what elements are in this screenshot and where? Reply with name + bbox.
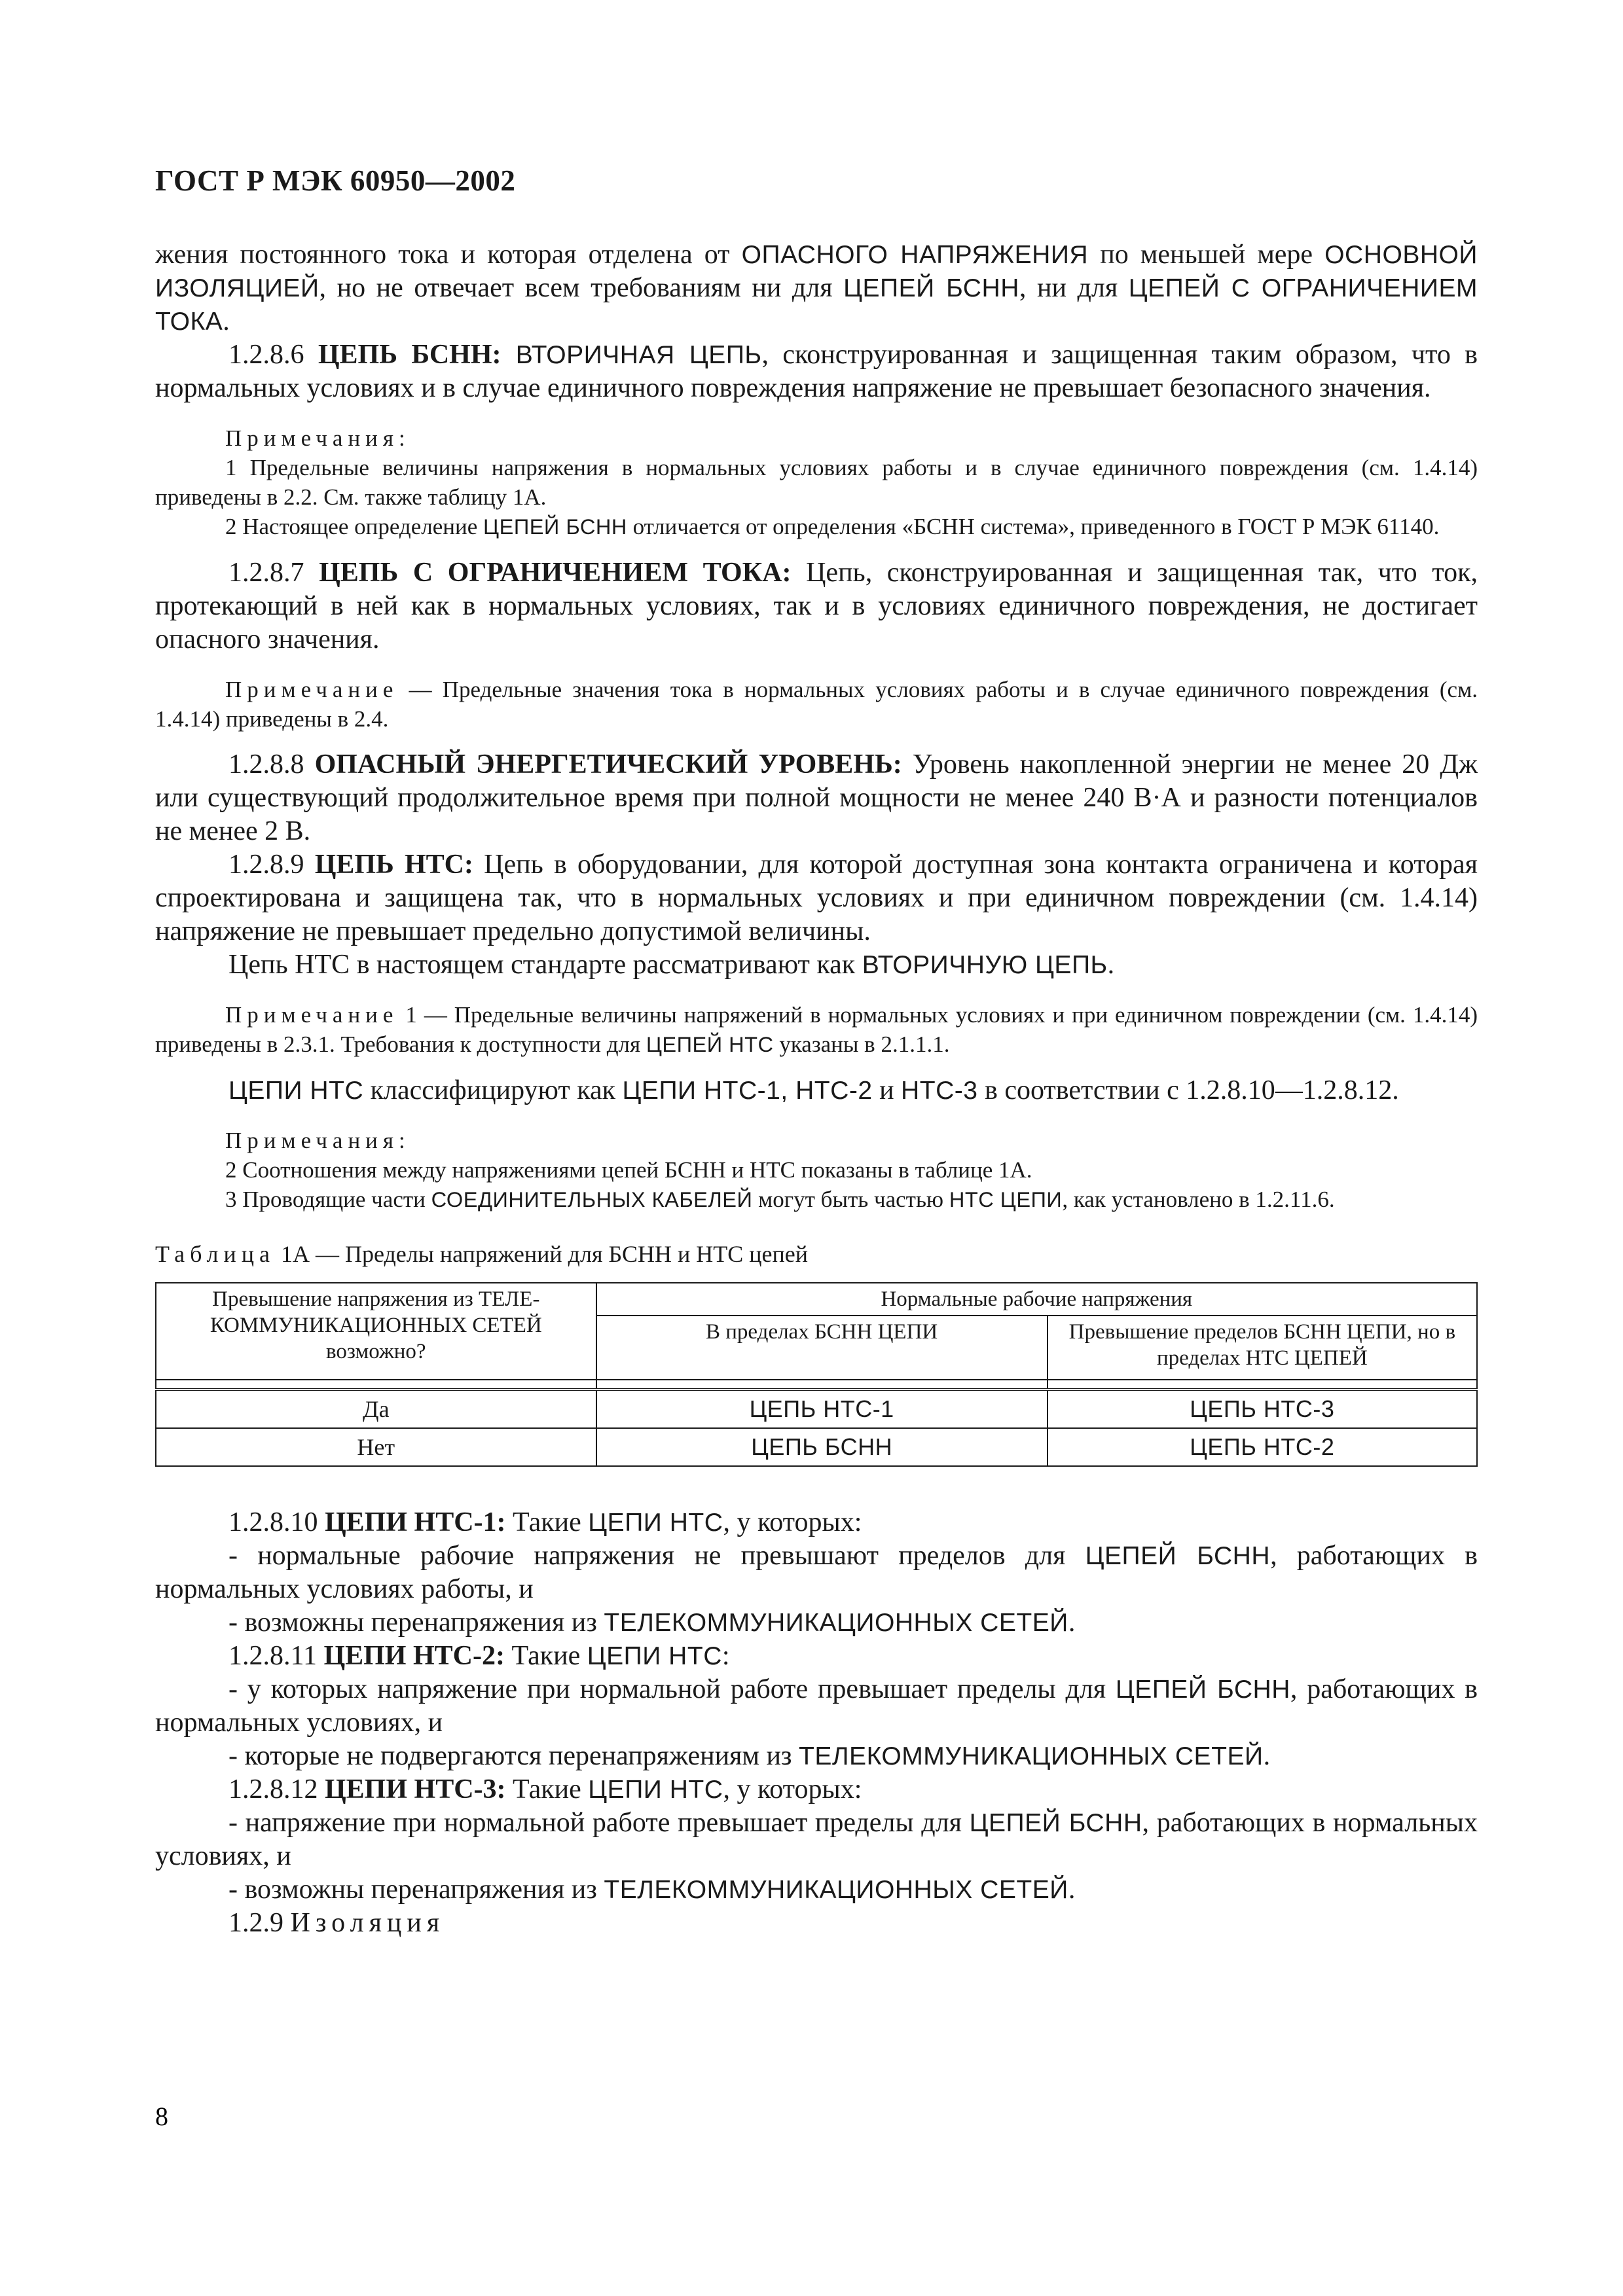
note-number: 1 [398,1002,417,1028]
list-item [155,1539,1478,1606]
notes-label: Примечания: [225,425,410,451]
clause-number: 1.2.8.9 [228,850,315,880]
table-cell: Нет [156,1428,596,1466]
term: ЦЕПЕЙ БСНН [1085,1542,1271,1570]
text: Уровень накопленной энергии не менее 20 Дж или существующий продолжительное время при полной мощности не менее 240 В·А и разности потенциалов не менее 2 В. [155,749,1478,846]
clause-term: ЦЕПЬ С ОГРАНИЧЕНИЕМ ТОКА: [319,558,792,588]
text: жения постоянного тока и которая отделена от [155,240,742,270]
term: ЦЕПИ НТС-1, НТС-2 [622,1077,873,1105]
term: ОСНОВНОЙ ИЗОЛЯЦИЕЙ [155,241,1478,302]
note-2 [155,512,1478,542]
term: ТЕЛЕКОММУНИКАЦИОННЫХ СЕТЕЙ [799,1742,1264,1770]
clause-term: ОПАСНЫЙ ЭНЕРГЕТИЧЕСКИЙ УРОВЕНЬ: [314,749,902,780]
text: — Предельные значения тока в нормальных условиях работы и в случае единичного повреждения (см. 1.4.14) приведены в 2.4. [155,677,1478,732]
list-item [155,1673,1478,1740]
document-page [155,164,1478,1940]
paragraph-continuation [155,238,1478,338]
text: , у которых: [723,1774,862,1804]
text: . [1068,1874,1076,1905]
note-1: 1 Предельные величины напряжения в нормальных условиях работы и в случае единичного повреждения (см. 1.4.14) приведены в 2.2. См. также таблицу 1А. [155,455,1478,510]
text: , как установлено в 1.2.11.6. [1062,1187,1335,1212]
notes-heading [155,423,1478,453]
text: , работающих в нормальных условиях, и [155,1808,1478,1871]
term: ЦЕПИ НТС [228,1077,364,1105]
table-cell: Да [156,1390,596,1428]
clause-number: 1.2.8.7 [228,558,319,588]
text: , но не отвечает всем требованиям ни для [319,273,844,303]
text: отличается от определения «БСНН система», приведенного в ГОСТ Р МЭК 61140. [627,514,1440,539]
clause-term: ЦЕПИ НТС-2: [323,1641,505,1671]
notes-heading-2 [155,1126,1478,1155]
clause-1-2-9 [155,1907,1478,1940]
header-overvoltage: Превышение напряжения из ТЕЛЕКОММУНИКАЦИОННЫХ СЕТЕЙ возможно? [156,1283,596,1380]
term: ТЕЛЕКОММУНИКАЦИОННЫХ СЕТЕЙ [604,1876,1068,1904]
text: Цепь, сконструированная и защищенная так, что ток, протекающий в ней как в нормальных условиях, так и в условиях единичного повреждения, не достигает опасного значения. [155,558,1478,655]
table-cell: ЦЕПЬ НТС-1 [596,1390,1048,1428]
clause-1-2-8-7 [155,556,1478,656]
table-row [156,1428,1477,1466]
section-title: Изоляция [290,1908,445,1938]
term: ЦЕПЕЙ БСНН [969,1809,1142,1837]
term: НТС ЦЕПИ [949,1188,1063,1211]
clause-number: 1.2.9 [228,1908,291,1938]
voltage-limits-table [155,1282,1478,1467]
note-label: Примечание [225,677,399,702]
text: , ни для [1019,273,1129,303]
term: ОПАСНОГО НАПРЯЖЕНИЯ [741,241,1089,269]
clause-term: ЦЕПИ НТС-1: [325,1507,506,1537]
header-normal-voltages: Нормальные рабочие напряжения [596,1283,1477,1316]
paragraph-classification [155,1074,1478,1107]
clause-number: 1.2.8.8 [228,749,315,780]
text: Такие [504,1641,587,1671]
document-header: ГОСТ Р МЭК 60950—2002 [155,164,516,197]
note-ntc-1 [155,1000,1478,1060]
text: . [223,306,230,336]
note-3-cables [155,1185,1478,1215]
caption-label: Таблица [155,1241,275,1267]
text: , работающих в нормальных условиях, и [155,1674,1478,1738]
clause-number: 1.2.8.10 [228,1507,325,1537]
term: ЦЕПИ НТС [588,1509,723,1537]
text: - которые не подвергаются перенапряжениям из [228,1741,799,1771]
header-within-sels: В пределах БСНН ЦЕПИ [596,1316,1048,1380]
text: , у которых: [723,1507,862,1537]
paragraph-ntc [155,948,1478,982]
text: , работающих в нормальных условиях работы, и [155,1541,1478,1604]
clause-1-2-8-12 [155,1773,1478,1806]
clause-number: 1.2.8.12 [228,1774,325,1804]
page-number: 8 [155,2102,168,2131]
text: . [1263,1741,1271,1771]
text: . [1068,1607,1076,1638]
caption-text: 1А — Пределы напряжений для БСНН и НТС цепей [274,1241,808,1267]
text: . [1107,950,1115,980]
text: по меньшей мере [1088,240,1325,270]
note-label: Примечание [225,1002,399,1028]
list-item [155,1806,1478,1873]
table-row [156,1390,1477,1428]
note-current [155,675,1478,734]
table-cell: ЦЕПЬ БСНН [596,1428,1048,1466]
clause-1-2-8-10 [155,1506,1478,1539]
text: Такие [505,1774,589,1804]
term: ЦЕПЕЙ БСНН [483,515,627,539]
text: - возможны перенапряжения из [228,1607,604,1638]
text: в соответствии с 1.2.8.10—1.2.8.12. [977,1075,1399,1105]
clause-number: 1.2.8.6 [228,340,318,370]
text: и [872,1075,902,1105]
clause-term: ЦЕПЬ БСНН: [318,340,501,370]
clause-number: 1.2.8.11 [228,1641,324,1671]
text: Такие [505,1507,589,1537]
term: ЦЕПЕЙ С ОГРАНИЧЕНИЕМ ТОКА [155,274,1478,336]
list-item [155,1873,1478,1907]
clause-term: ЦЕПИ НТС-3: [325,1774,506,1804]
header-separator [156,1380,1477,1390]
term: ЦЕПЕЙ БСНН [843,274,1019,302]
term: ВТОРИЧНАЯ ЦЕПЬ [501,341,762,369]
clause-1-2-8-8 [155,748,1478,848]
term: ЦЕПИ НТС [587,1642,722,1670]
term: НТС-3 [901,1077,978,1105]
list-item [155,1606,1478,1640]
text: классифицируют как [363,1075,623,1105]
text: - у которых напряжение при нормальной работе превышает пределы для [228,1674,1116,1704]
text: , сконструированная и защищенная таким образом, что в нормальных условиях и в случае единичного повреждения напряжение не превышает безопасного значения. [155,340,1478,403]
term: ЦЕПЕЙ НТС [646,1033,774,1056]
text: могут быть частью [752,1187,949,1212]
clause-1-2-8-9 [155,848,1478,948]
table-cell: ЦЕПЬ НТС-3 [1048,1390,1477,1428]
text: 2 Настоящее определение [225,514,484,539]
header-exceeding-sels: Превышение пределов БСНН ЦЕПИ, но в пределах НТС ЦЕПЕЙ [1048,1316,1477,1380]
text: Цепь НТС в настоящем стандарте рассматривают как [228,950,862,980]
term: ТЕЛЕКОММУНИКАЦИОННЫХ СЕТЕЙ [604,1609,1068,1637]
clause-1-2-8-11 [155,1640,1478,1673]
term: ЦЕПЕЙ БСНН [1115,1676,1290,1704]
text: - напряжение при нормальной работе превышает пределы для [228,1808,970,1838]
list-item [155,1740,1478,1773]
text: Цепь в оборудовании, для которой доступная зона контакта ограничена и которая спроектирована и защищена так, что в нормальных условиях и при единичном повреждении (см. 1.4.14) напряжение не превышает предельно допустимой величины. [155,850,1478,946]
term: СОЕДИНИТЕЛЬНЫХ КАБЕЛЕЙ [431,1188,753,1211]
clause-1-2-8-6 [155,338,1478,405]
clause-term: ЦЕПЬ НТС: [314,850,473,880]
text: : [721,1641,730,1671]
text: — Предельные величины напряжений в нормальных условиях и при единичном повреждении (см. 1.4.14) приведены в 2.3.1. Требования к доступности для [155,1002,1478,1057]
text: - возможны перенапряжения из [228,1874,604,1905]
text: - нормальные рабочие напряжения не превышают пределов для [228,1541,1085,1571]
term: ЦЕПИ НТС [588,1776,723,1804]
table-caption [155,1240,1478,1269]
notes-label: Примечания: [225,1128,410,1153]
text: указаны в 2.1.1.1. [773,1031,950,1057]
note-2-table: 2 Соотношения между напряжениями цепей БСНН и НТС показаны в таблице 1А. [225,1157,1032,1183]
table-cell: ЦЕПЬ НТС-2 [1048,1428,1477,1466]
text: 3 Проводящие части [225,1187,431,1212]
term: ВТОРИЧНУЮ ЦЕПЬ [862,951,1108,979]
